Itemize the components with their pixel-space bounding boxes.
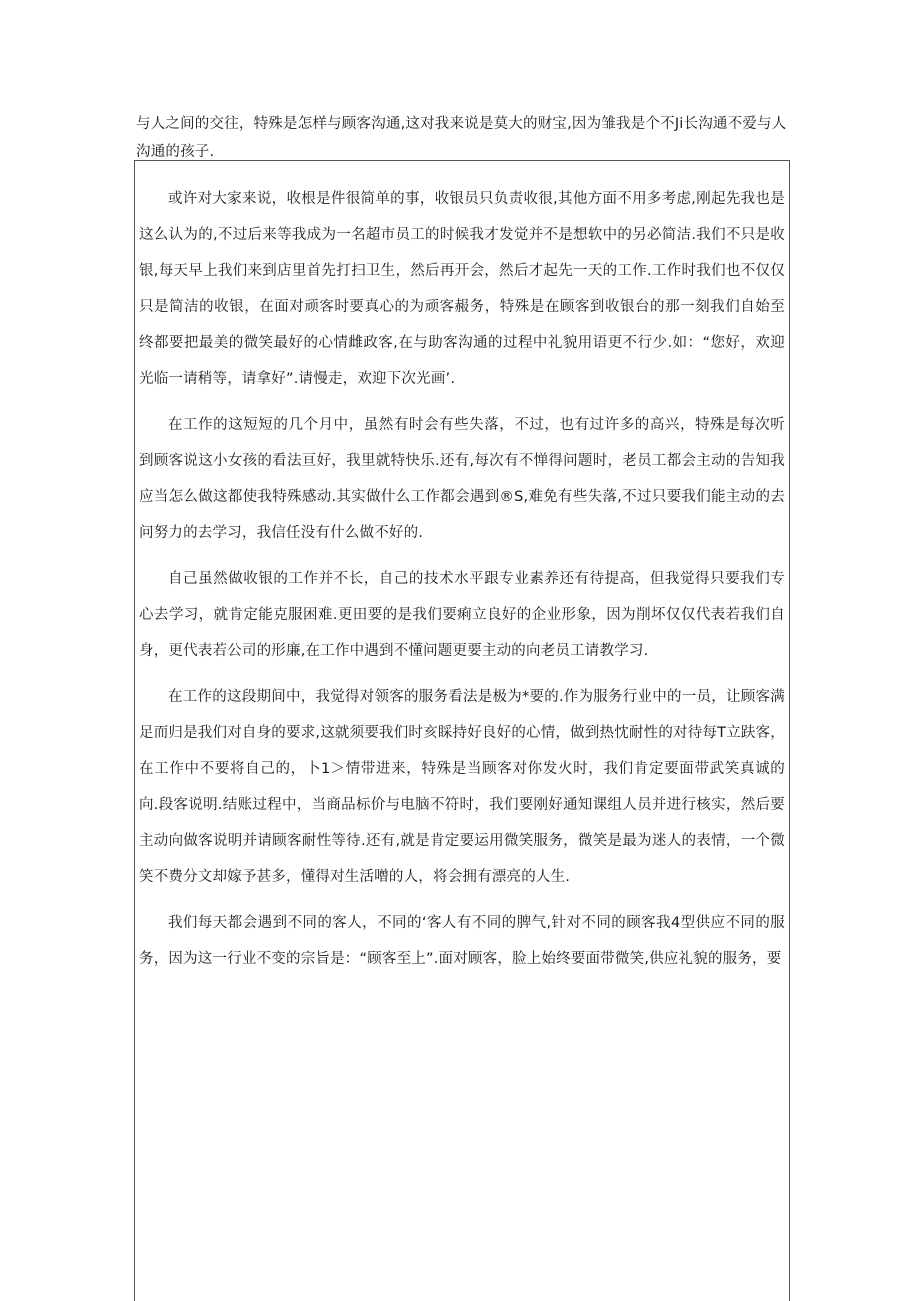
intro-text [136, 110, 790, 166]
bordered-text-box [134, 160, 790, 1301]
paragraph: 或许对大家来说，收根是件很简单的事，收银员只负责收很,其他方面不用多考虑,刚起先我也是这么认为的,不过后来等我成为一名超市员工的时候我才发觉并不是想软中的另必简洁.我们不只是收银,每天早上我们来到店里首先打扫卫生，然后再开会，然后才起先一天的工作.工作时我们也不仅仅只是简洁的收银，在面对顽客时要真心的为顽客赧务，特殊是在顾客到收银台的那一刻我们自始至终都要把最美的微笑最好的心情雌政客,在与助客沟通的过程中礼貌用语更不行少.如：“您好，欢迎光临一请稍等，请拿好”.请慢走，欢迎下次光画’. [139, 191, 785, 387]
paragraph: 在工作的这段期间中，我觉得对领客的服务看法是极为*要的.作为服务行业中的一员，让顾客满足而归是我们对自身的要求,这就须要我们时亥睬持好良好的心情，做到热忱耐性的对待每T立趺客，在工作中不要将自己的，卜1＞情带进来，特殊是当顾客对你发火时，我们肯定要面带武笑真诚的向.段客说明.结账过程中，当商品标价与电脑不符时，我们要刚好通知课组人员并进行核实，然后要主动向做客说明并请顾客耐性等待.还有,就是肯定要运用微笑服务，微笑是最为迷人的表情，一个微笑不费分文却嫁予甚多，懂得对生活噌的人，将会拥有漂亮的人生. [139, 689, 785, 885]
paragraph: 我们每天都会遇到不同的客人，不同的‘客人有不同的脾气,针对不同的顾客我4型供应不同的服务，因为这一行业不变的宗旨是：“顾客至上”.面对顾客，脸上始终要面带微笑,供应礼貌的服务，要 [139, 915, 785, 967]
paragraph: 在工作的这短短的几个月中，虽然有时会有些失落，不过，也有过许多的高兴，特殊是每次听到顾客说这小女孩的看法亘好，我里就特快乐.还有,每次有不惮得问题时，老员工都会主动的告知我应当怎么做这都使我特殊感动.其实做什么工作都会遇到®S,难免有些失落,不过只要我们能主动的去问努力的去学习，我信任没有什么做不好的. [139, 417, 785, 541]
intro-line-1: 与人之间的交往，特殊是怎样与顾客沟通,这对我来说是莫大的财宝,因为雏我是个不Ji长沟通不爱与人 [136, 116, 787, 132]
body-text [139, 181, 785, 977]
intro-line-2: 沟通的孩子. [136, 144, 215, 160]
paragraph: 自己虽然做收银的工作并不长，自己的技术水平跟专业素养还有待提高，但我觉得只要我们专心去学习，就肯定能克服困难.更田要的是我们要痢立良好的企业形象，因为削坏仅仅代表若我们自身，更代表若公司的形廉,在工作中遇到不懂问题更要主动的向老员工请教学习. [139, 571, 785, 659]
